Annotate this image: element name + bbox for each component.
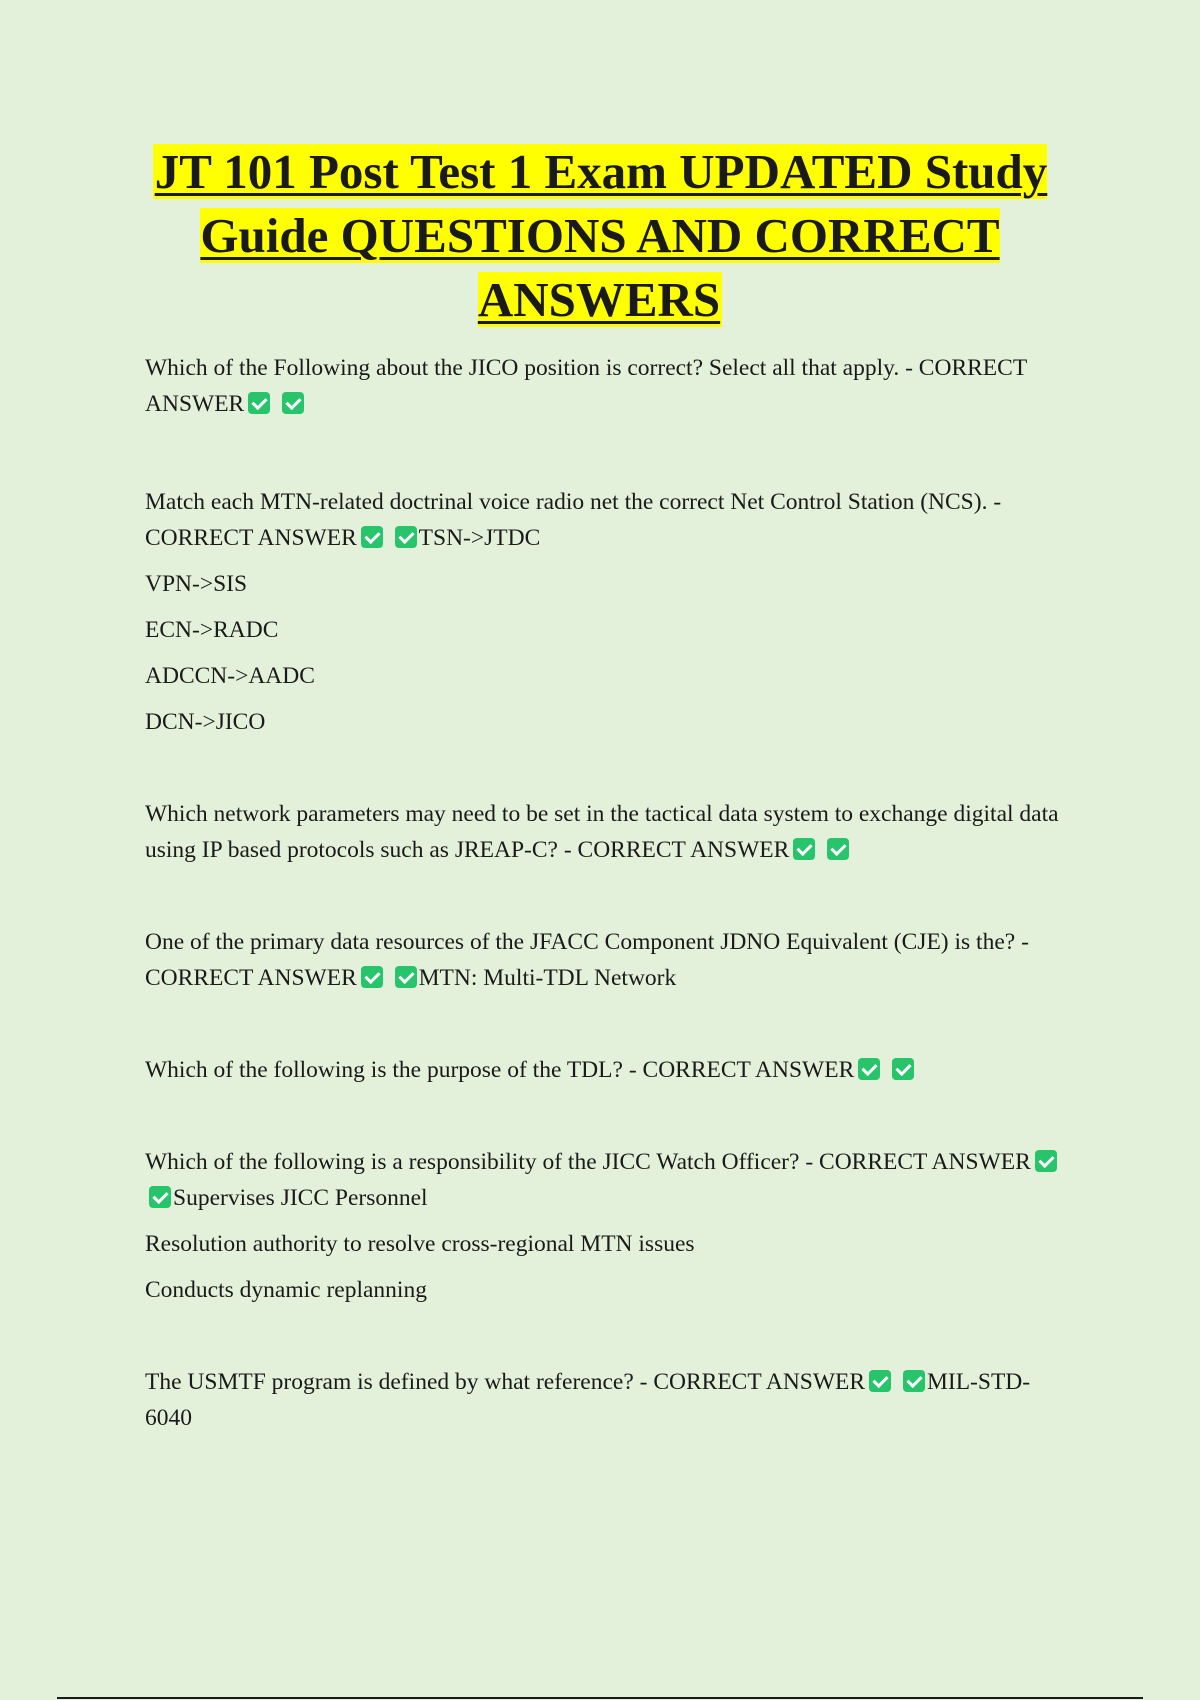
check-icon (892, 1058, 914, 1080)
check-icon (149, 1186, 171, 1208)
document-title-text: JT 101 Post Test 1 Exam UPDATED Study Guide QUESTIONS AND CORRECT ANSWERS (154, 144, 1048, 327)
question-text: Which network parameters may need to be set in the tactical data system to exchange digital data using IP based protocols such as JREAP-C? - CORRECT ANSWER (145, 801, 1059, 863)
check-icon (858, 1058, 880, 1080)
answer-text: MTN: Multi-TDL Network (418, 965, 677, 991)
qa-question-line (145, 350, 1065, 422)
qa-item (145, 484, 1065, 740)
qa-item (145, 796, 1065, 868)
question-text: Match each MTN-related doctrinal voice radio net the correct Net Control Station (NCS). - CORRECT ANSWER (145, 489, 1002, 551)
answer-text: TSN->JTDC (418, 525, 541, 551)
qa-item (145, 1144, 1065, 1308)
qa-question-line (145, 796, 1065, 868)
check-icon (395, 966, 417, 988)
qa-question-line (145, 924, 1065, 996)
answer-extra-line: ECN->RADC (145, 617, 279, 643)
qa-item (145, 1364, 1065, 1436)
answer-extra-line: DCN->JICO (145, 709, 266, 735)
check-icon (361, 526, 383, 548)
answer-extra-line: ADCCN->AADC (145, 663, 315, 689)
check-icon (827, 838, 849, 860)
answer-extra-line: VPN->SIS (145, 571, 248, 597)
check-icon (869, 1370, 891, 1392)
answer-extra-line: Resolution authority to resolve cross-regional MTN issues (145, 1231, 695, 1257)
check-icon (282, 392, 304, 414)
answer-extra-line: Conducts dynamic replanning (145, 1277, 427, 1303)
document-title (120, 140, 1080, 332)
question-text: Which of the Following about the JICO position is correct? Select all that apply. - CORRECT ANSWER (145, 355, 1027, 417)
answer-text: Supervises JICC Personnel (173, 1185, 428, 1211)
check-icon (395, 526, 417, 548)
check-icon (793, 838, 815, 860)
check-icon (1035, 1150, 1057, 1172)
page-bottom-rule (57, 1697, 1143, 1699)
qa-list (145, 350, 1065, 1436)
qa-question-line (145, 484, 1065, 556)
question-text: One of the primary data resources of the JFACC Component JDNO Equivalent (CJE) is the? - CORRECT ANSWER (145, 929, 1029, 991)
qa-question-line (145, 1052, 1065, 1088)
check-icon (361, 966, 383, 988)
question-text: Which of the following is the purpose of the TDL? - CORRECT ANSWER (145, 1057, 855, 1083)
check-icon (248, 392, 270, 414)
qa-item (145, 1052, 1065, 1088)
qa-item (145, 350, 1065, 422)
qa-question-line (145, 1144, 1065, 1216)
qa-item (145, 924, 1065, 996)
question-text: Which of the following is a responsibility of the JICC Watch Officer? - CORRECT ANSWER (145, 1149, 1031, 1175)
check-icon (903, 1370, 925, 1392)
answer-text: MIL-STD-6040 (145, 1369, 1031, 1431)
question-text: The USMTF program is defined by what reference? - CORRECT ANSWER (145, 1369, 866, 1395)
qa-question-line (145, 1364, 1065, 1436)
